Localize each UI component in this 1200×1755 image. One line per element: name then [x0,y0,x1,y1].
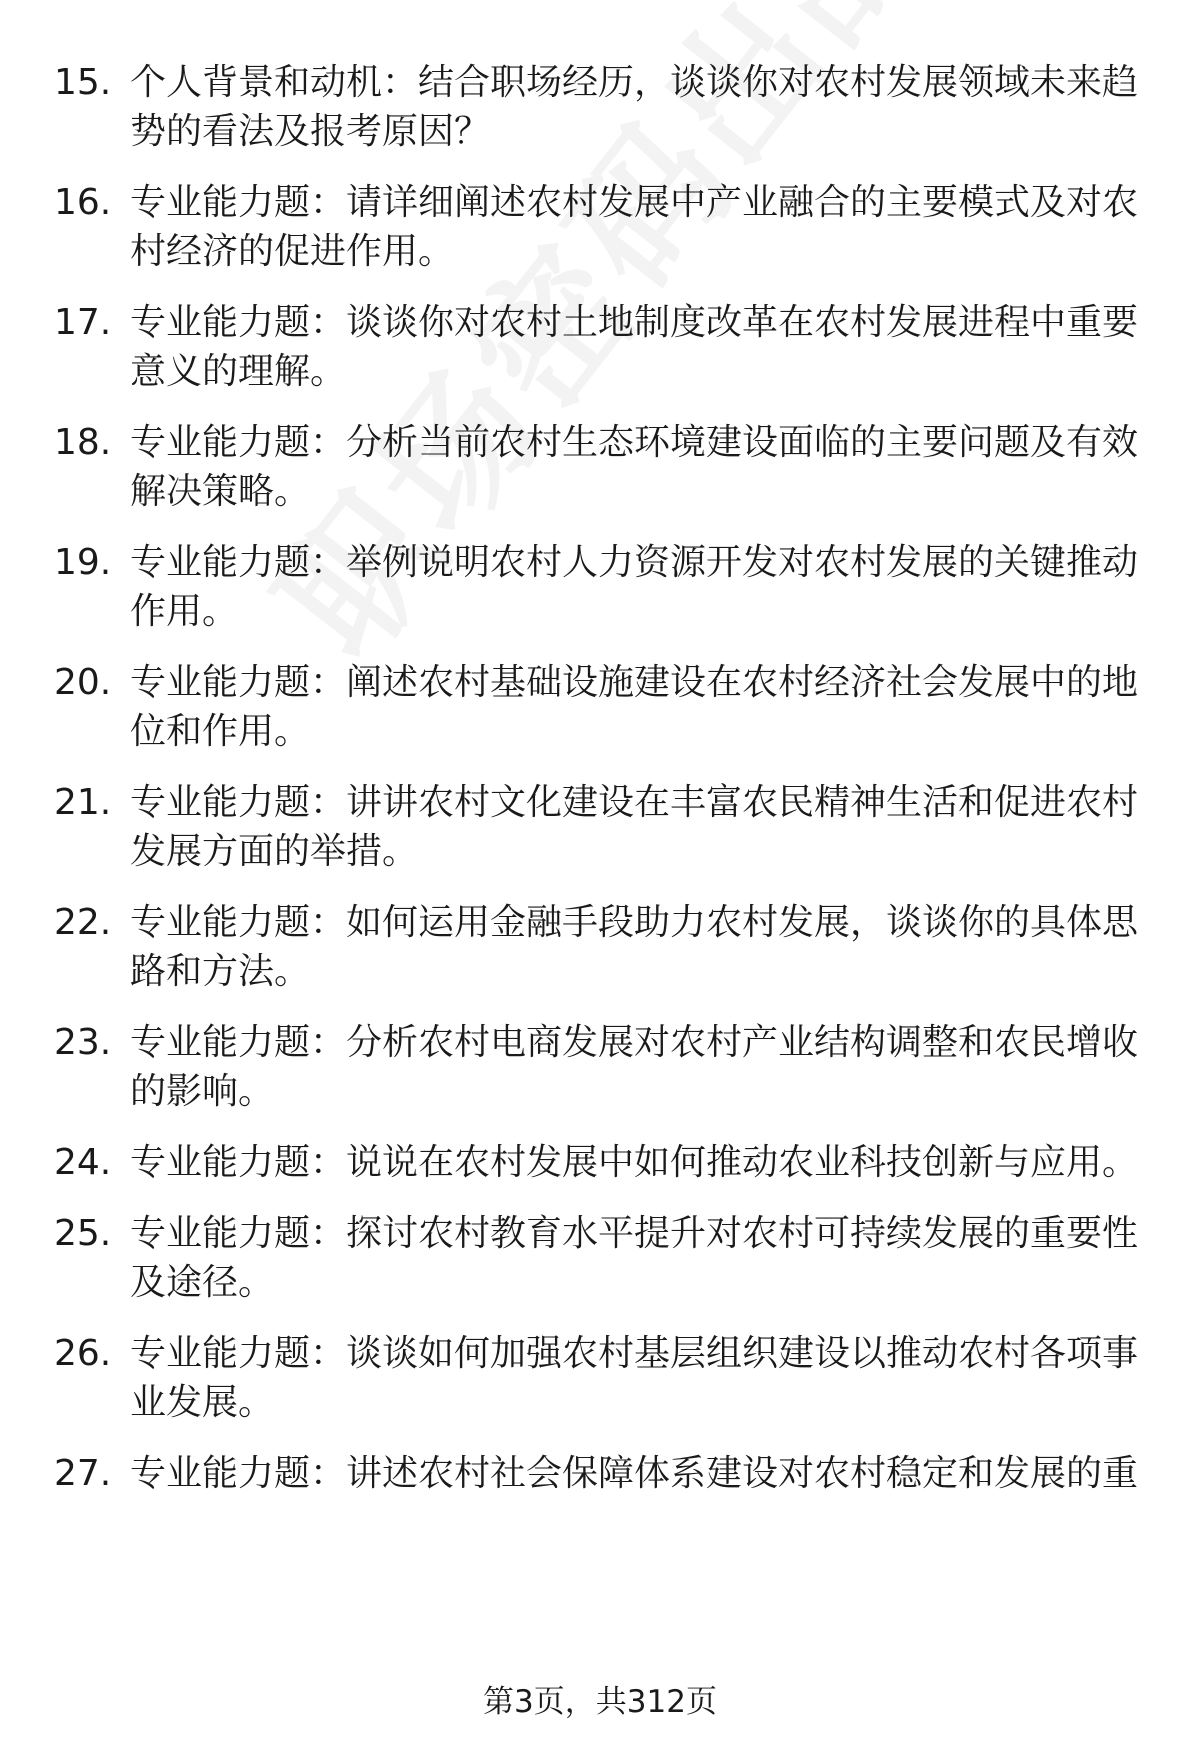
item-text: 专业能力题：谈谈如何加强农村基层组织建设以推动农村各项事业发展。 [130,1333,1139,1423]
list-item [54,1138,1144,1187]
list-item [54,178,1144,276]
item-number: 23. [54,1022,112,1063]
list-item [54,1329,1144,1427]
item-text: 专业能力题：讲讲农村文化建设在丰富农民精神生活和促进农村发展方面的举措。 [130,782,1139,872]
item-number: 24. [54,1142,112,1183]
list-item [54,58,1144,156]
item-text: 专业能力题：分析当前农村生态环境建设面临的主要问题及有效解决策略。 [130,422,1139,512]
list-item [54,1449,1144,1498]
item-text: 专业能力题：谈谈你对农村土地制度改革在农村发展进程中重要意义的理解。 [130,302,1139,392]
item-text: 专业能力题：分析农村电商发展对农村产业结构调整和农民增收的影响。 [130,1022,1139,1112]
list-item [54,418,1144,516]
item-text: 专业能力题：探讨农村教育水平提升对农村可持续发展的重要性及途径。 [130,1213,1139,1303]
item-text: 专业能力题：举例说明农村人力资源开发对农村发展的关键推动作用。 [130,542,1139,632]
list-item [54,898,1144,996]
item-number: 20. [54,662,112,703]
item-text: 个人背景和动机：结合职场经历，谈谈你对农村发展领域未来趋势的看法及报考原因？ [130,62,1139,152]
item-number: 17. [54,302,112,343]
item-number: 16. [54,182,112,223]
item-number: 22. [54,902,112,943]
item-number: 25. [54,1213,112,1254]
item-number: 19. [54,542,112,583]
item-number: 15. [54,62,112,103]
item-text: 专业能力题：讲述农村社会保障体系建设对农村稳定和发展的重 [130,1453,1139,1494]
item-number: 27. [54,1453,112,1494]
list-item [54,1018,1144,1116]
question-list [54,58,1144,1520]
list-item [54,658,1144,756]
item-number: 18. [54,422,112,463]
page-footer: 第3页，共312页 [483,1684,717,1720]
list-item [54,778,1144,876]
item-text: 专业能力题：请详细阐述农村发展中产业融合的主要模式及对农村经济的促进作用。 [130,182,1139,272]
item-text: 专业能力题：说说在农村发展中如何推动农业科技创新与应用。 [130,1142,1139,1183]
list-item [54,298,1144,396]
item-text: 专业能力题：阐述农村基础设施建设在农村经济社会发展中的地位和作用。 [130,662,1139,752]
item-number: 21. [54,782,112,823]
item-number: 26. [54,1333,112,1374]
list-item [54,1209,1144,1307]
item-text: 专业能力题：如何运用金融手段助力农村发展，谈谈你的具体思路和方法。 [130,902,1139,992]
list-item [54,538,1144,636]
